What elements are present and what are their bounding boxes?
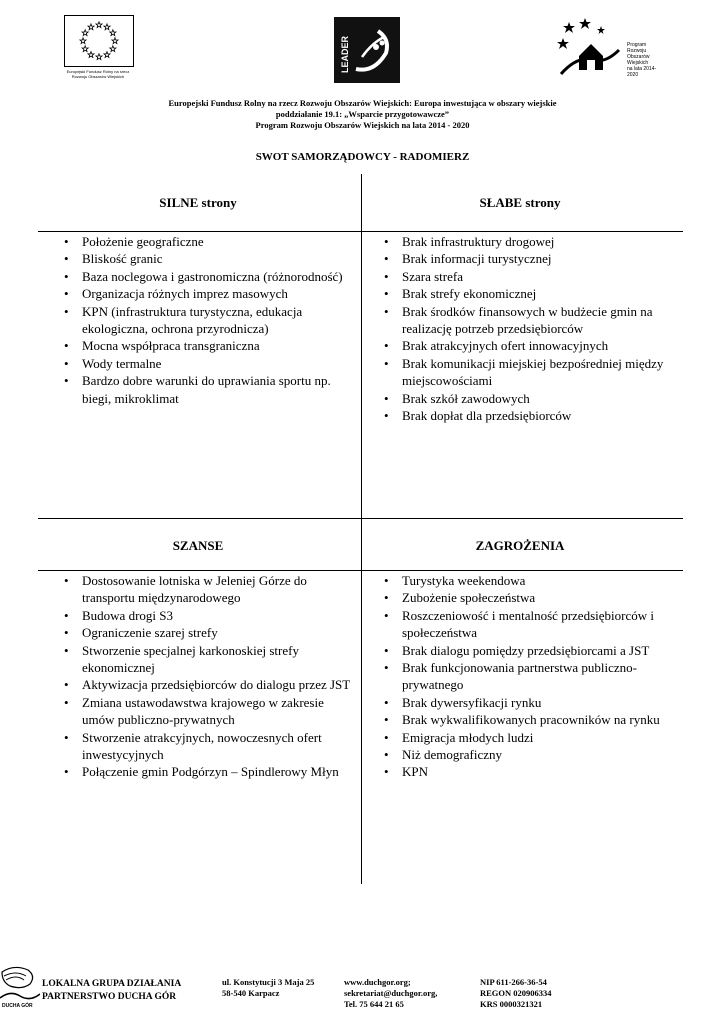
list-item: • Brak komunikacji miejskiej bezpośredniej między miejscowościami bbox=[376, 355, 682, 390]
weaknesses-heading: SŁABE strony bbox=[479, 195, 561, 210]
list-item: • Bliskość granic bbox=[56, 250, 356, 267]
list-item: • Dostosowanie lotniska w Jeleniej Górze do transportu międzynarodowego bbox=[56, 572, 356, 607]
eu-star-icon bbox=[112, 38, 118, 44]
row-divider-2 bbox=[38, 518, 683, 519]
prow-text-line: Obszarów bbox=[627, 54, 650, 60]
page-title: SWOT SAMORZĄDOWCY - RADOMIERZ bbox=[255, 151, 470, 163]
list-item: • Zmiana ustawodawstwa krajowego w zakresie umów publiczno-prywatnych bbox=[56, 694, 356, 729]
footer-nip: NIP 611-266-36-54 bbox=[480, 977, 547, 987]
list-item: • Ograniczenie szarej strefy bbox=[56, 624, 356, 641]
list-item: • Turystyka weekendowa bbox=[376, 572, 682, 589]
list-item: • Brak informacji turystycznej bbox=[376, 250, 682, 267]
list-item: • Połączenie gmin Podgórzyn – Spindlerowy Młyn bbox=[56, 763, 356, 780]
list-item: • Stworzenie specjalnej karkonoskiej strefy ekonomicznej bbox=[56, 642, 356, 677]
list-item: • KPN (infrastruktura turystyczna, edukacja ekologiczna, ochrona przyrodnicza) bbox=[56, 303, 356, 338]
threats-list bbox=[376, 572, 682, 781]
list-item: • Brak środków finansowych w budżecie gmin na realizację potrzeb przedsiębiorców bbox=[376, 303, 682, 338]
opportunities-heading: SZANSE bbox=[172, 538, 224, 553]
list-item: • Brak dywersyfikacji rynku bbox=[376, 694, 682, 711]
threats-heading: ZAGROŻENIA bbox=[475, 538, 565, 553]
list-item: • Brak funkcjonowania partnerstwa publiczno-prywatnego bbox=[376, 659, 682, 694]
eu-star-icon bbox=[82, 46, 88, 52]
list-item: • Brak strefy ekonomicznej bbox=[376, 285, 682, 302]
footer-regon: REGON 020906334 bbox=[480, 988, 552, 998]
list-item: • Mocna współpraca transgraniczna bbox=[56, 337, 356, 354]
list-item: • Baza noclegowa i gastronomiczna (różnorodność) bbox=[56, 268, 356, 285]
row-divider-3 bbox=[38, 570, 683, 571]
footer-logo-text: DUCHA GÓR bbox=[2, 1003, 33, 1009]
strengths-list bbox=[56, 233, 356, 407]
list-item: • Emigracja młodych ludzi bbox=[376, 729, 682, 746]
header-line-2: poddziałanie 19.1: „Wsparcie przygotowawcze” bbox=[275, 109, 450, 119]
list-item: • Roszczeniowość i mentalność przedsiębiorców i społeczeństwa bbox=[376, 607, 682, 642]
strengths-heading: SILNE strony bbox=[159, 195, 237, 210]
prow-logo bbox=[557, 16, 667, 82]
eu-star-icon bbox=[80, 38, 86, 44]
leader-logo bbox=[334, 17, 400, 83]
list-item: • Aktywizacja przedsiębiorców do dialogu przez JST bbox=[56, 676, 356, 693]
eu-star-icon bbox=[96, 54, 102, 60]
footer-web: www.duchgor.org; bbox=[344, 977, 411, 987]
list-item: • KPN bbox=[376, 763, 682, 780]
list-item: • Brak wykwalifikowanych pracowników na rynku bbox=[376, 711, 682, 728]
weaknesses-list bbox=[376, 233, 682, 424]
eu-star-icon bbox=[104, 52, 110, 58]
prow-text-line: Program bbox=[627, 42, 647, 48]
list-item: • Szara strefa bbox=[376, 268, 682, 285]
footer-address-line-1: ul. Konstytucji 3 Maja 25 bbox=[222, 977, 315, 987]
eu-logo-caption: Europejski Fundusz Rolny na rzecz Rozwoju Obszarów Wiejskich bbox=[66, 69, 130, 79]
leader-logo-text: LEADER bbox=[340, 35, 350, 73]
prow-text-line: na lata 2014-2020 bbox=[627, 66, 657, 78]
eu-logo bbox=[62, 13, 134, 85]
list-item: • Niż demograficzny bbox=[376, 746, 682, 763]
duch-gor-emblem-icon bbox=[0, 962, 40, 1010]
row-divider-1 bbox=[38, 231, 683, 232]
list-item: • Położenie geograficzne bbox=[56, 233, 356, 250]
list-item: • Budowa drogi S3 bbox=[56, 607, 356, 624]
footer-email: sekretariat@duchgor.org, bbox=[344, 988, 438, 998]
eu-star-icon bbox=[88, 24, 94, 30]
eu-flag-icon bbox=[64, 15, 134, 67]
list-item: • Organizacja różnych imprez masowych bbox=[56, 285, 356, 302]
list-item: • Wody termalne bbox=[56, 355, 356, 372]
list-item: • Brak dialogu pomiędzy przedsiębiorcami a JST bbox=[376, 642, 682, 659]
prow-text-line: Wiejskich bbox=[627, 60, 649, 66]
eu-star-icon bbox=[104, 24, 110, 30]
footer-org-line-2: PARTNERSTWO DUCHA GÓR bbox=[42, 992, 177, 1002]
eu-star-icon bbox=[110, 30, 116, 36]
list-item: • Brak infrastruktury drogowej bbox=[376, 233, 682, 250]
prow-text-line: Rozwoju bbox=[627, 48, 647, 54]
eu-star-icon bbox=[88, 52, 94, 58]
prow-emblem-icon bbox=[557, 16, 623, 82]
eu-star-icon bbox=[96, 22, 102, 28]
footer-logo bbox=[0, 962, 40, 1010]
list-item: • Brak dopłat dla przedsiębiorców bbox=[376, 407, 682, 424]
footer-address-line-2: 58-540 Karpacz bbox=[222, 988, 280, 998]
list-item: • Zubożenie społeczeństwa bbox=[376, 589, 682, 606]
list-item: • Stworzenie atrakcyjnych, nowoczesnych ofert inwestycyjnych bbox=[56, 729, 356, 764]
header-line-1: Europejski Fundusz Rolny na rzecz Rozwoju Obszarów Wiejskich: Europa inwestująca w obszary wiejskie bbox=[168, 98, 557, 108]
eu-star-icon bbox=[82, 30, 88, 36]
footer-phone: Tel. 75 644 21 65 bbox=[344, 999, 404, 1009]
list-item: • Bardzo dobre warunki do uprawiania sportu np. biegi, mikroklimat bbox=[56, 372, 356, 407]
footer-krs: KRS 0000321321 bbox=[480, 999, 543, 1009]
list-item: • Brak atrakcyjnych ofert innowacyjnych bbox=[376, 337, 682, 354]
eu-star-icon bbox=[110, 46, 116, 52]
header-line-3: Program Rozwoju Obszarów Wiejskich na lata 2014 - 2020 bbox=[255, 120, 470, 130]
opportunities-list bbox=[56, 572, 356, 781]
prow-logo-text bbox=[627, 42, 667, 78]
center-divider bbox=[361, 174, 362, 884]
footer-org-line-1: LOKALNA GRUPA DZIAŁANIA bbox=[42, 979, 182, 989]
list-item: • Brak szkół zawodowych bbox=[376, 390, 682, 407]
